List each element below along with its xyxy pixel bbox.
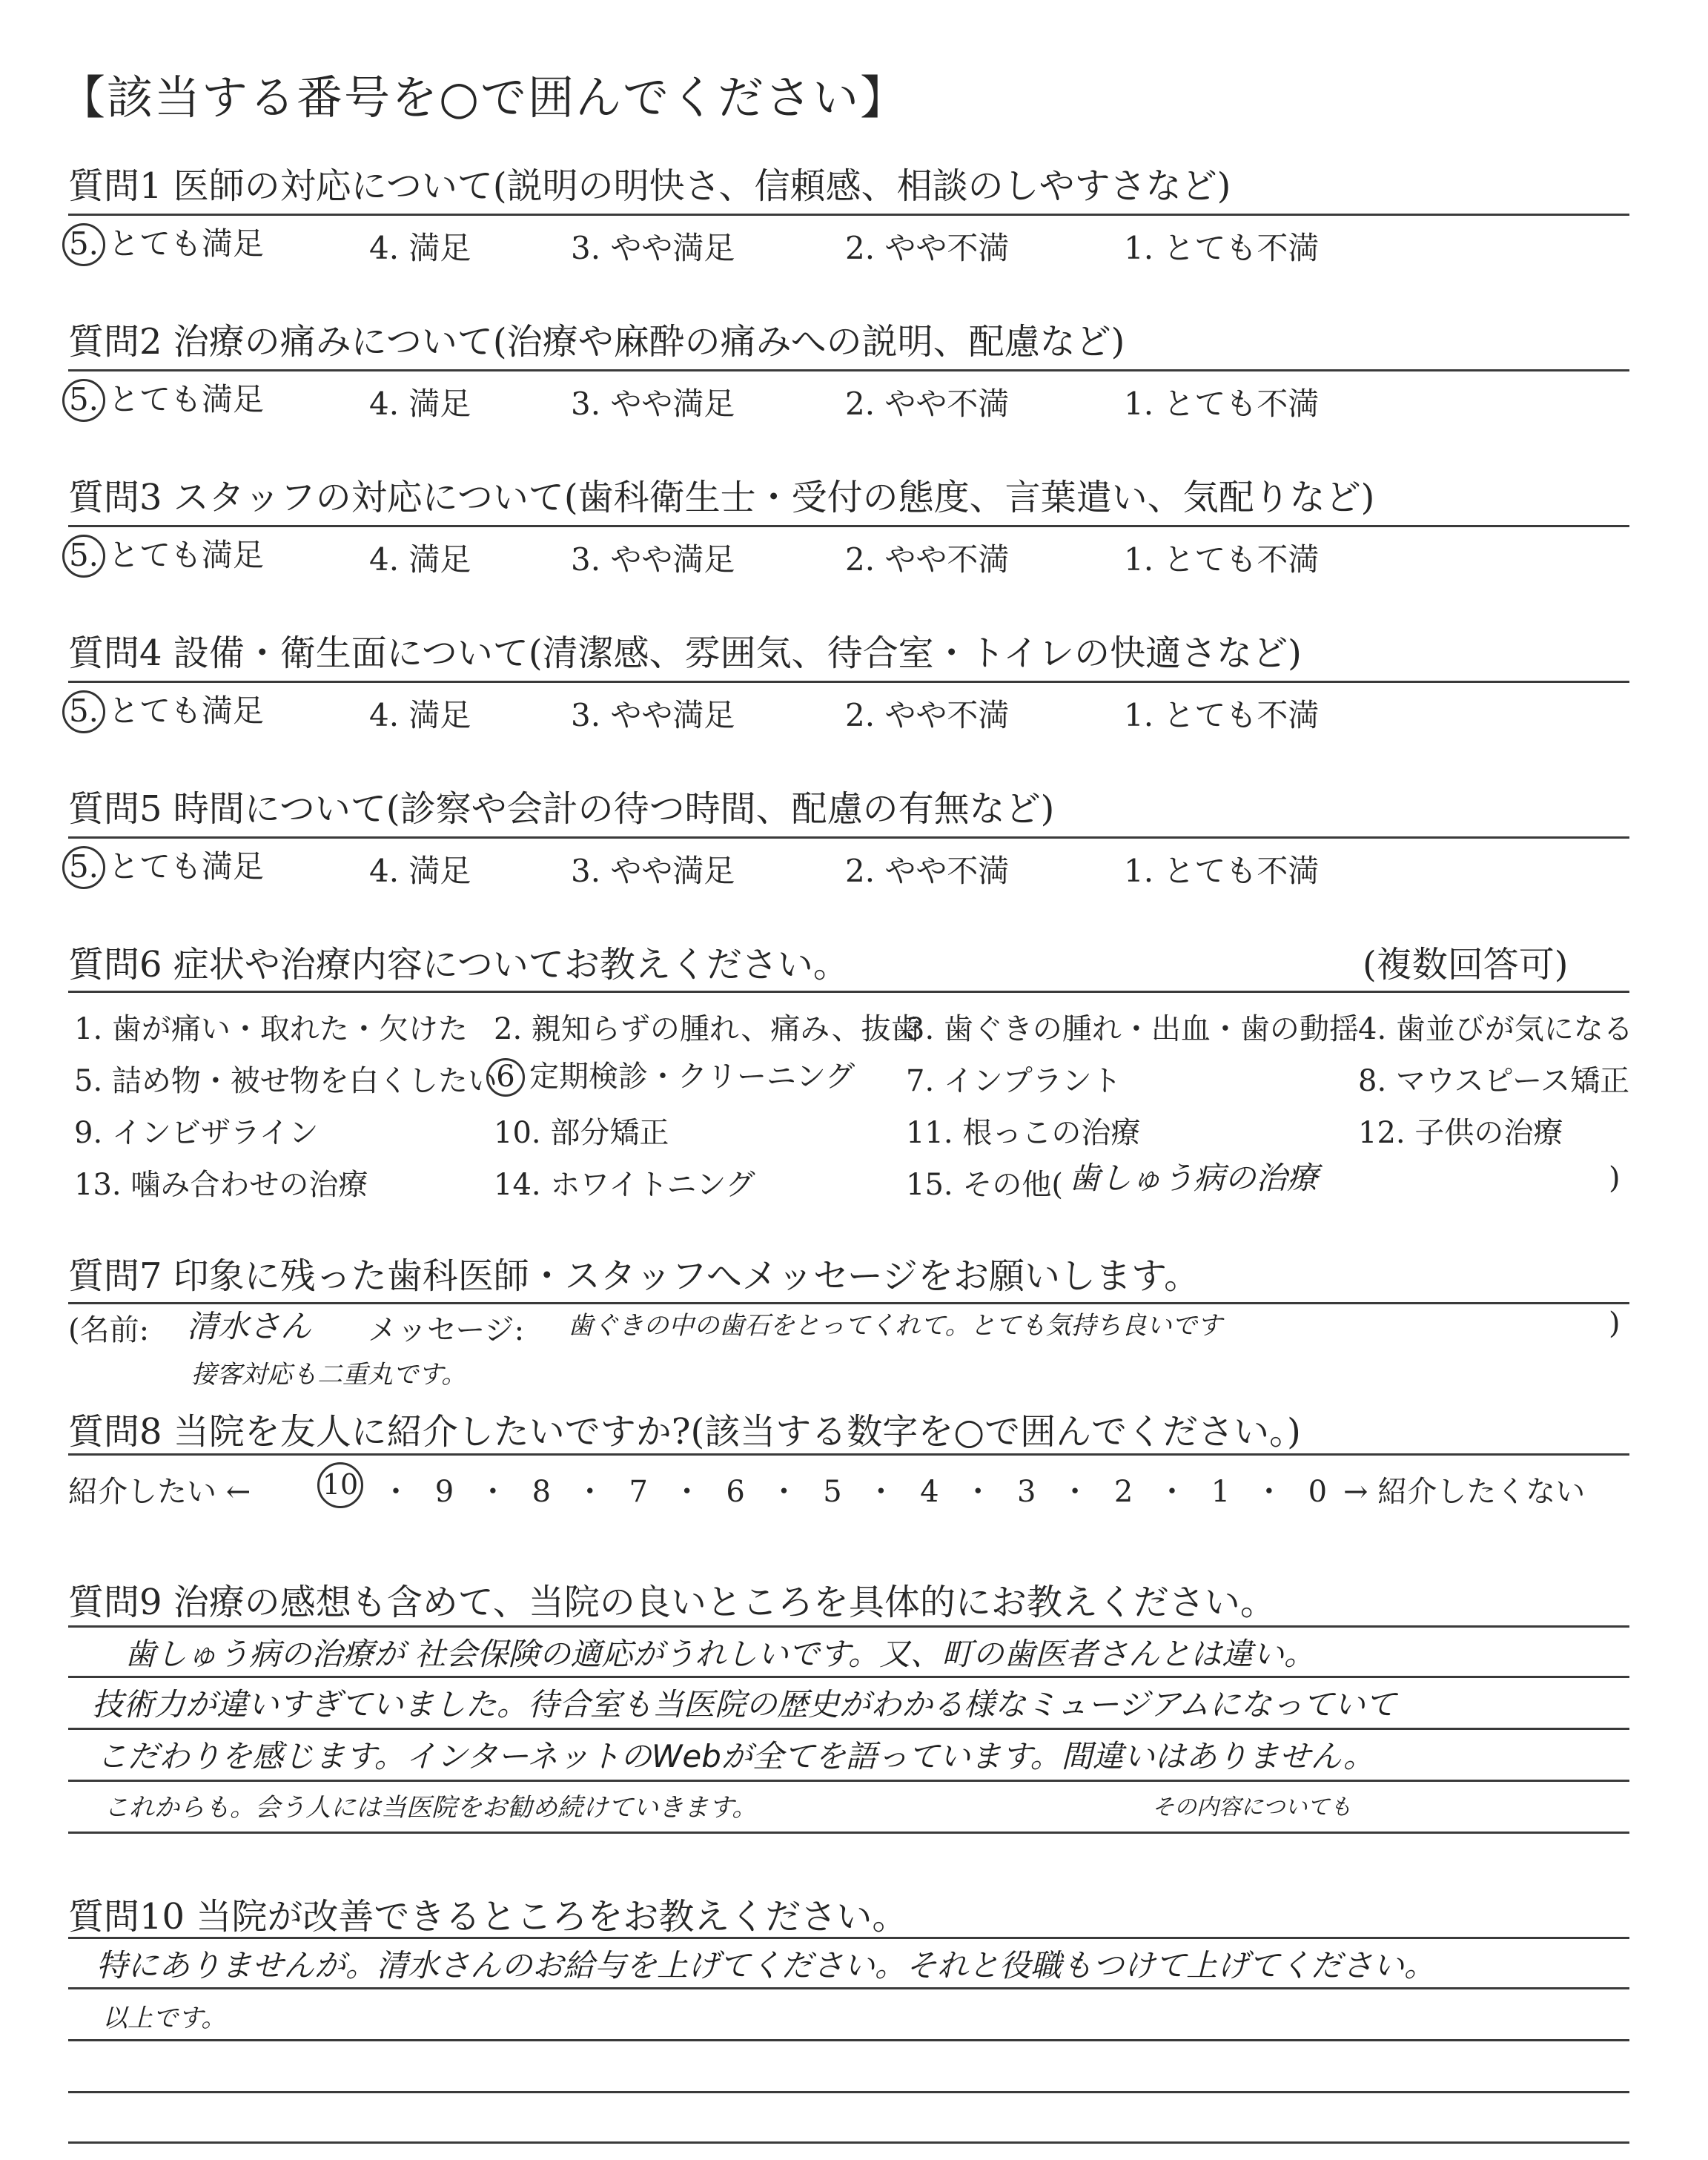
q7-name-handwritten: 清水さん: [187, 1308, 312, 1344]
question-2-options: [62, 375, 1619, 420]
q6-option-10[interactable]: 10. 部分矯正: [494, 1116, 669, 1150]
divider: [68, 525, 1629, 527]
divider: [68, 681, 1629, 683]
option-2[interactable]: 2. やや不満: [845, 853, 1010, 889]
option-4[interactable]: 4. 満足: [369, 853, 471, 889]
option-4[interactable]: 4. 満足: [369, 386, 471, 422]
q10-answer-line-1: 特にありませんが。清水さんのお給与を上げてください。それと役職もつけて上げてください。: [96, 1947, 1436, 1984]
answer-line: [68, 1728, 1629, 1730]
q6-option-11[interactable]: 11. 根っこの治療: [906, 1116, 1141, 1150]
answer-line: [68, 1832, 1629, 1834]
q6-option-6-selected[interactable]: 6 定期検診・クリーニング: [486, 1053, 855, 1097]
q6-option-4[interactable]: 4. 歯並びが気になる: [1358, 1012, 1633, 1046]
q6-option-7[interactable]: 7. インプラント: [906, 1064, 1122, 1098]
answer-line: [68, 1625, 1629, 1628]
answer-circle: 5.: [62, 535, 105, 578]
divider: [68, 991, 1629, 993]
option-1[interactable]: 1. とても不満: [1124, 853, 1320, 889]
answer-circle: 5.: [62, 690, 105, 733]
q6-option-13[interactable]: 13. 噛み合わせの治療: [74, 1168, 368, 1202]
question-10-label: 質問10 当院が改善できるところをお教えください。: [68, 1896, 908, 1938]
option-2[interactable]: 2. やや不満: [845, 541, 1010, 578]
answer-line: [68, 2039, 1629, 2041]
divider: [68, 369, 1629, 371]
option-5-selected[interactable]: 5. とても満足: [62, 687, 264, 733]
option-5-selected[interactable]: 5. とても満足: [62, 531, 264, 578]
option-4[interactable]: 4. 満足: [369, 541, 471, 578]
q6-other-handwritten: 歯しゅう病の治療: [1069, 1160, 1319, 1196]
q6-option-9[interactable]: 9. インビザライン: [74, 1116, 319, 1150]
answer-line: [68, 2141, 1629, 2144]
q8-selected-10[interactable]: [317, 1462, 368, 1508]
answer-line: [68, 1676, 1629, 1678]
question-3-label: 質問3 スタッフの対応について(歯科衛生士・受付の態度、言葉遣い、気配りなど): [68, 477, 1375, 518]
option-4[interactable]: 4. 満足: [369, 230, 471, 266]
option-4[interactable]: 4. 満足: [369, 697, 471, 733]
option-2[interactable]: 2. やや不満: [845, 386, 1010, 422]
answer-line: [68, 2091, 1629, 2093]
option-1[interactable]: 1. とても不満: [1124, 541, 1320, 578]
q6-option-3[interactable]: 3. 歯ぐきの腫れ・出血・歯の動揺: [906, 1012, 1359, 1046]
question-6-label: 質問6 症状や治療内容についてお教えください。: [68, 944, 849, 985]
question-4-label: 質問4 設備・衛生面について(清潔感、雰囲気、待合室・トイレの快適さなど): [68, 633, 1302, 674]
q8-left-label: 紹介したい ←: [68, 1475, 251, 1509]
option-5-selected[interactable]: 5. とても満足: [62, 375, 264, 422]
answer-line: [68, 1937, 1629, 1939]
divider: [68, 836, 1629, 839]
divider: [68, 214, 1629, 216]
question-3-options: [62, 531, 1619, 578]
question-4-options: [62, 687, 1619, 731]
q6-option-2[interactable]: 2. 親知らずの腫れ、痛み、抜歯: [494, 1012, 921, 1046]
multiple-answers-note: (複数回答可): [1363, 944, 1569, 985]
answer-circle: 5.: [62, 379, 105, 422]
option-3[interactable]: 3. やや満足: [571, 230, 735, 266]
answer-circle: 5.: [62, 223, 105, 266]
option-3[interactable]: 3. やや満足: [571, 853, 735, 889]
question-5-options: [62, 842, 1619, 887]
answer-circle: 5.: [62, 846, 105, 889]
option-2[interactable]: 2. やや不満: [845, 697, 1010, 733]
option-1[interactable]: 1. とても不満: [1124, 386, 1320, 422]
option-5-selected[interactable]: 5. とても満足: [62, 842, 264, 889]
q6-option-15[interactable]: 15. その他(: [906, 1168, 1063, 1202]
page-title: 【該当する番号を○で囲んでください】: [59, 70, 908, 125]
option-2[interactable]: 2. やや不満: [845, 230, 1010, 266]
divider: [68, 1453, 1629, 1456]
question-5-label: 質問5 時間について(診察や会計の待つ時間、配慮の有無など): [68, 788, 1055, 830]
q6-option-12[interactable]: 12. 子供の治療: [1358, 1116, 1563, 1150]
q9-answer-line-1: 歯しゅう病の治療が 社会保険の適応がうれしいです。又、町の歯医者さんとは違い。: [125, 1636, 1315, 1672]
question-1-label: 質問1 医師の対応について(説明の明快さ、信頼感、相談のしやすさなど): [68, 165, 1231, 207]
answer-line: [68, 1780, 1629, 1782]
question-1-options: [62, 219, 1619, 264]
q9-insert-note: その内容についても: [1152, 1794, 1352, 1820]
q9-answer-line-3: こだわりを感じます。インターネットのWebが全てを語っています。間違いはありません。: [96, 1738, 1375, 1774]
option-1[interactable]: 1. とても不満: [1124, 230, 1320, 266]
option-3[interactable]: 3. やや満足: [571, 386, 735, 422]
question-9-label: 質問9 治療の感想も含めて、当院の良いところを具体的にお教えください。: [68, 1582, 1276, 1623]
q10-answer-line-2: 以上です。: [102, 2004, 227, 2033]
option-1[interactable]: 1. とても不満: [1124, 697, 1320, 733]
q7-close: ): [1609, 1307, 1621, 1341]
q7-message-line2: 接客対応も二重丸です。: [191, 1360, 467, 1390]
question-2-label: 質問2 治療の痛みについて(治療や麻酔の痛みへの説明、配慮など): [68, 321, 1125, 363]
question-7-label: 質問7 印象に残った歯科医師・スタッフへメッセージをお願いします。: [68, 1255, 1200, 1297]
q7-message-handwritten: 歯ぐきの中の歯石をとってくれて。とても気持ち良いです: [568, 1311, 1222, 1341]
answer-circle: 6: [486, 1058, 525, 1097]
option-5-selected[interactable]: 5. とても満足: [62, 219, 264, 266]
q6-option-1[interactable]: 1. 歯が痛い・取れた・欠けた: [74, 1012, 468, 1046]
question-8-label: 質問8 当院を友人に紹介したいですか?(該当する数字を○で囲んでください。): [68, 1411, 1301, 1453]
q9-answer-line-2: 技術力が違いすぎていました。待合室も当医院の歴史がわかる様なミュージアムになっていて: [92, 1686, 1397, 1723]
option-3[interactable]: 3. やや満足: [571, 541, 735, 578]
option-3[interactable]: 3. やや満足: [571, 697, 735, 733]
q7-name-label: (名前:: [68, 1313, 150, 1347]
q8-right-label: → 紹介したくない: [1343, 1475, 1586, 1509]
q9-answer-line-4: これからも。会う人には当医院をお勧め続けていきます。: [104, 1793, 758, 1823]
q6-option-14[interactable]: 14. ホワイトニング: [494, 1168, 755, 1202]
q7-message-label: メッセージ:: [368, 1313, 525, 1347]
q6-option-5[interactable]: 5. 詰め物・被せ物を白くしたい: [74, 1064, 497, 1098]
answer-circle: 10: [317, 1462, 363, 1508]
q6-other-close: ): [1609, 1161, 1621, 1195]
answer-line: [68, 1987, 1629, 1989]
q6-option-8[interactable]: 8. マウスピース矯正: [1358, 1064, 1630, 1098]
q8-scale[interactable]: ・ 9 ・ 8 ・ 7 ・ 6 ・ 5 ・ 4 ・ 3 ・ 2 ・ 1 ・ 0: [381, 1475, 1335, 1509]
